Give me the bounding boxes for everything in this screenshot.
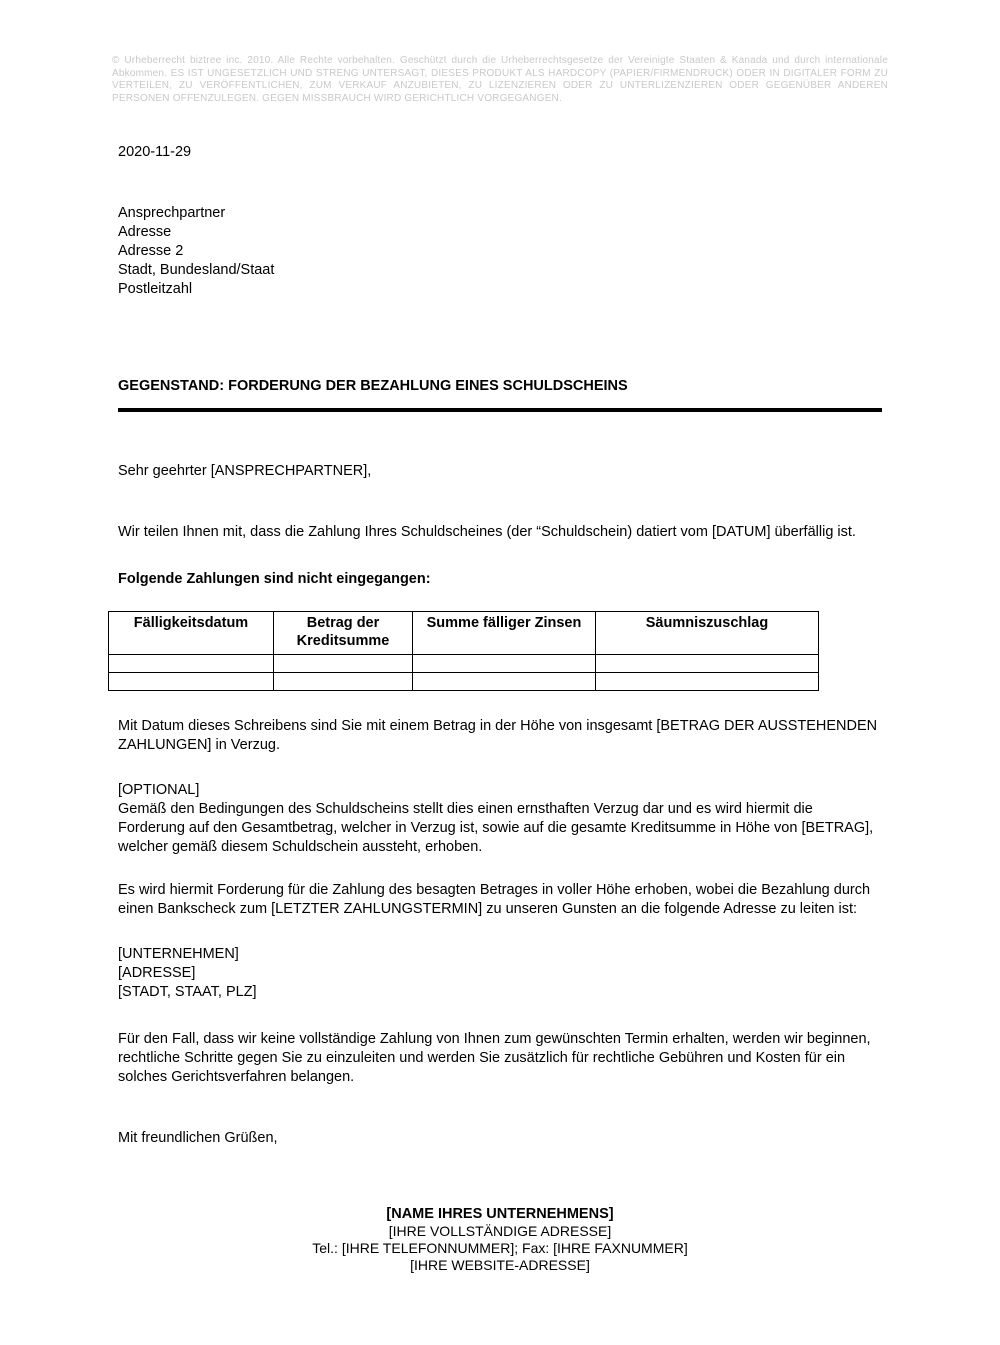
remit-address: [ADRESSE]	[118, 965, 196, 981]
footer-address: [IHRE VOLLSTÄNDIGE ADRESSE]	[388, 1223, 612, 1239]
letter-footer	[118, 1206, 882, 1274]
table-header-interest-due: Summe fälliger Zinsen	[413, 612, 596, 655]
copyright-watermark: © Urheberrecht biztree inc. 2010. Alle Rechte vorbehalten. Geschützt durch die Urheberrechtsgesetze der Vereinigte Staaten & Kanada und durch internationale Abkommen. ES IST UNGESETZLICH UND STRENG UNTERSAGT, DIESES PRODUKT ALS HARDCOPY (PAPIER/FIRMENDRUCK) ODER IN DIGITALER FORM ZU VERTEILEN, ZU VERÖFFENTLICHEN, ZUM VERKAUF ANZUBIETEN, ZU LIZENZIEREN ODER ZU UNTERLIZENZIEREN ODER GEGENÜBER ANDEREN PERSONEN OFFENZULEGEN. GEGEN MISSBRAUCH WIRD GERICHTLICH VORGEGANGEN.	[112, 55, 888, 104]
optional-section	[118, 781, 882, 857]
recipient-contact: Ansprechpartner	[118, 205, 226, 221]
paragraph-legal-action: Für den Fall, dass wir keine vollständige Zahlung von Ihnen zum gewünschten Termin erhalten, werden wir beginnen, rechtliche Schritte gegen Sie zu einzuleiten und werden Sie zusätzlich für rechtliche Gebühren und Kosten für ein solches Gerichtsverfahren belangen.	[118, 1031, 871, 1085]
footer-website: [IHRE WEBSITE-ADRESSE]	[410, 1257, 590, 1273]
table-cell	[109, 655, 274, 673]
table-row	[109, 655, 819, 673]
table-cell	[413, 673, 596, 691]
table-header-late-fee: Säumniszuschlag	[596, 612, 819, 655]
letter-date: 2020-11-29	[118, 144, 192, 160]
recipient-address: Adresse	[118, 224, 172, 240]
recipient-block	[118, 204, 882, 299]
document-page	[0, 55, 1000, 1345]
table-cell	[413, 655, 596, 673]
table-cell	[596, 673, 819, 691]
remit-city-state-zip: [STADT, STAAT, PLZ]	[118, 984, 257, 1000]
paragraph-overdue: Wir teilen Ihnen mit, dass die Zahlung Ihres Schuldscheines (der “Schuldschein) datiert vom [DATUM] überfällig ist.	[118, 524, 856, 540]
closing-salutation: Mit freundlichen Grüßen,	[118, 1130, 278, 1146]
table-cell	[109, 673, 274, 691]
table-cell	[274, 673, 413, 691]
optional-label: [OPTIONAL]	[118, 782, 200, 798]
table-row	[109, 673, 819, 691]
remit-address-block	[118, 945, 882, 1002]
payments-table	[108, 611, 819, 691]
salutation: Sehr geehrter [ANSPRECHPARTNER],	[118, 463, 372, 479]
table-header-due-date: Fälligkeitsdatum	[109, 612, 274, 655]
paragraph-total-due: Mit Datum dieses Schreibens sind Sie mit einem Betrag in der Höhe von insgesamt [BETRAG DER AUSSTEHENDEN ZAHLUNGEN] in Verzug.	[118, 718, 878, 753]
subject-line: GEGENSTAND: FORDERUNG DER BEZAHLUNG EINES SCHULDSCHEINS	[118, 377, 882, 412]
table-cell	[596, 655, 819, 673]
table-cell	[274, 655, 413, 673]
table-header-loan-amount: Betrag der Kreditsumme	[274, 612, 413, 655]
table-header-row	[109, 612, 819, 655]
footer-phone-fax: Tel.: [IHRE TELEFONNUMMER]; Fax: [IHRE FAXNUMMER]	[312, 1240, 688, 1256]
payments-heading: Folgende Zahlungen sind nicht eingegangen:	[118, 571, 431, 587]
footer-company-name: [NAME IHRES UNTERNEHMENS]	[386, 1206, 614, 1222]
letter-body	[118, 143, 882, 1274]
paragraph-demand: Es wird hiermit Forderung für die Zahlung des besagten Betrages in voller Höhe erhoben, wobei die Bezahlung durch einen Bankscheck zum [LETZTER ZAHLUNGSTERMIN] zu unseren Gunsten an die folgende Adresse zu leiten ist:	[118, 882, 871, 917]
remit-company: [UNTERNEHMEN]	[118, 946, 239, 962]
recipient-address2: Adresse 2	[118, 243, 184, 259]
recipient-zip: Postleitzahl	[118, 281, 193, 297]
paragraph-optional: Gemäß den Bedingungen des Schuldscheins stellt dies einen ernsthaften Verzug dar und es wird hiermit die Forderung auf den Gesamtbetrag, welcher in Verzug ist, sowie auf die gesamte Kreditsumme in Höhe von [BETRAG], welcher gemäß diesem Schuldschein aussteht, erhoben.	[118, 801, 874, 855]
recipient-city-state: Stadt, Bundesland/Staat	[118, 262, 275, 278]
